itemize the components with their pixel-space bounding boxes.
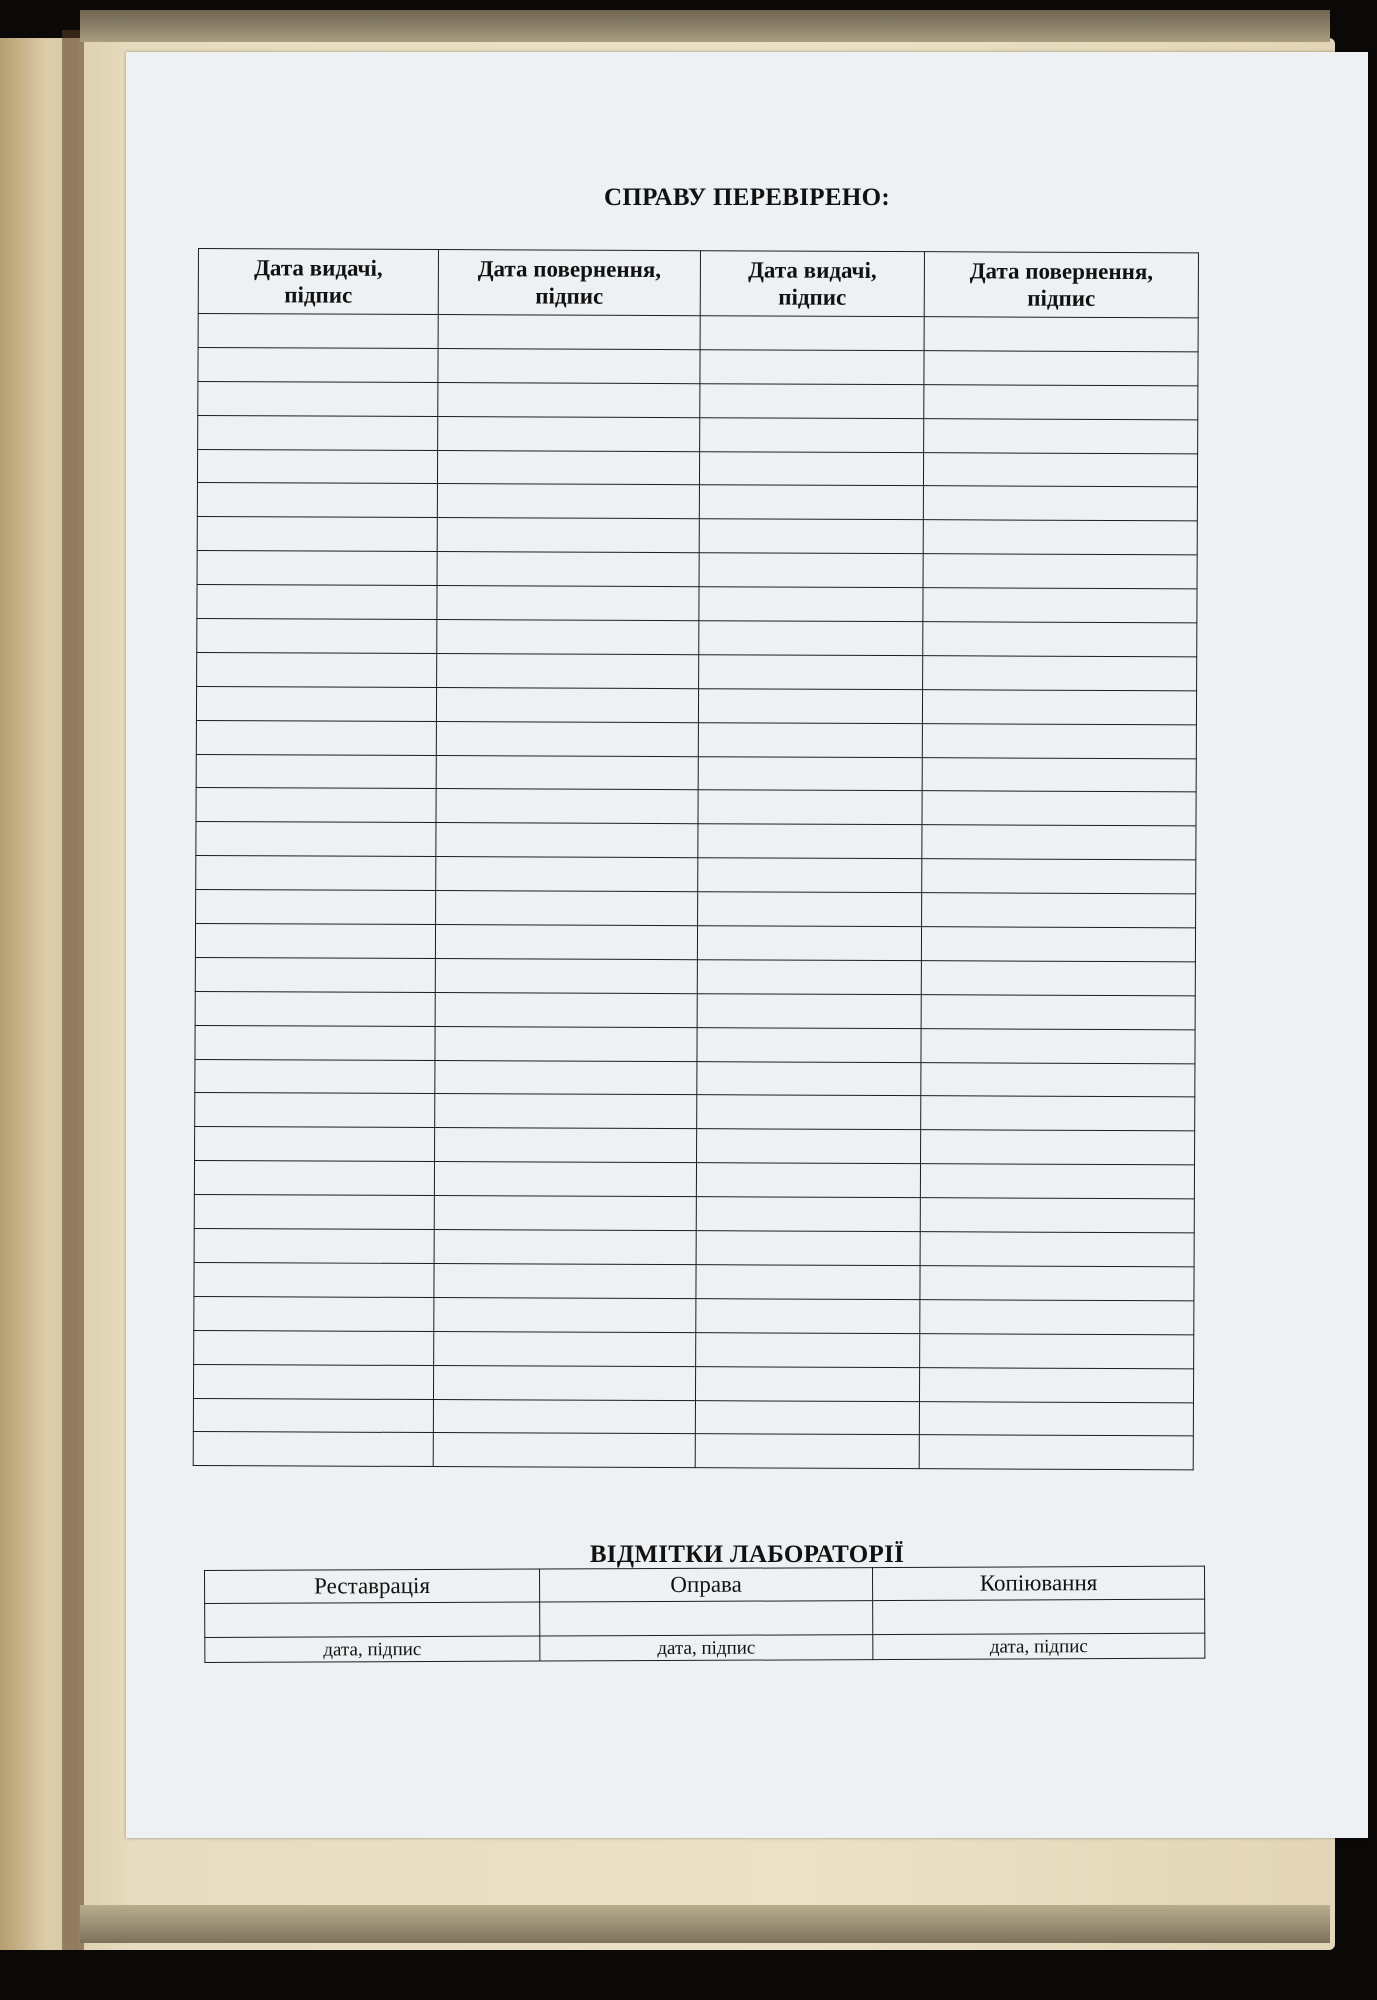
issue-date-2-cell[interactable] [697,960,921,995]
return-date-1-cell[interactable] [435,958,697,993]
lab-entry-row [205,1599,1205,1637]
return-date-1-cell[interactable] [435,992,697,1027]
check-log-row [195,957,1195,995]
return-date-2-cell[interactable] [921,1096,1195,1131]
check-log-row [193,1432,1193,1470]
return-date-1-cell[interactable] [436,721,698,756]
check-log-row [194,1229,1194,1267]
return-date-2-cell[interactable] [920,1333,1194,1368]
return-date-1-cell[interactable] [434,1331,696,1366]
return-date-2-cell[interactable] [921,994,1195,1029]
check-log-row [195,1025,1195,1063]
issue-date-2-cell[interactable] [697,1027,921,1062]
col-return-date-2: Дата повернення, підпис [924,252,1198,318]
issue-date-1-cell[interactable] [194,1195,434,1230]
lab-caption-row [205,1633,1205,1662]
check-log-row [197,619,1197,657]
issue-date-1-cell[interactable] [195,1093,435,1128]
check-log-row [196,686,1196,724]
return-date-2-cell[interactable] [921,1130,1195,1165]
check-log-row [196,754,1196,792]
return-date-1-cell[interactable] [437,450,699,485]
col-return-date-1: Дата повернення, підпис [438,250,700,316]
return-date-1-cell[interactable] [435,1094,697,1129]
check-log-row [194,1296,1194,1334]
issue-date-1-cell[interactable] [196,856,436,891]
return-date-2-cell[interactable] [922,757,1196,792]
issue-date-1-cell[interactable] [194,1229,434,1264]
return-date-1-cell[interactable] [434,1196,696,1231]
check-log-row [196,822,1196,860]
issue-date-1-cell[interactable] [196,754,436,789]
check-log-row [195,1127,1195,1165]
return-date-2-cell[interactable] [924,384,1198,419]
issue-date-1-cell[interactable] [195,1025,435,1060]
lab-header-row [205,1566,1205,1603]
issue-date-2-cell[interactable] [699,519,923,554]
check-log-row [198,381,1198,419]
issue-date-2-cell[interactable] [697,1095,921,1130]
return-date-1-cell[interactable] [435,1026,697,1061]
issue-date-1-cell[interactable] [197,551,437,586]
issue-date-1-cell[interactable] [197,483,437,518]
issue-date-1-cell[interactable] [197,585,437,620]
issue-date-1-cell[interactable] [198,347,438,382]
return-date-2-cell[interactable] [920,1198,1194,1233]
check-log-row [197,652,1197,690]
issue-date-1-cell[interactable] [194,1161,434,1196]
return-date-2-cell[interactable] [924,351,1198,386]
return-date-1-cell[interactable] [434,1162,696,1197]
check-log-row [194,1330,1194,1368]
copying-caption: дата, підпис [873,1633,1205,1659]
return-date-2-cell[interactable] [923,486,1197,521]
return-date-2-cell[interactable] [923,452,1197,487]
check-log-row [197,551,1197,589]
check-log-row [193,1364,1193,1402]
check-log-row [196,856,1196,894]
return-date-1-cell[interactable] [435,925,697,960]
check-log-row [198,347,1198,385]
issue-date-1-cell[interactable] [198,381,438,416]
return-date-2-cell[interactable] [923,622,1197,657]
issue-date-1-cell[interactable] [197,619,437,654]
check-log-row [198,415,1198,453]
issue-date-1-cell[interactable] [196,720,436,755]
return-date-2-cell[interactable] [922,689,1196,724]
return-date-2-cell[interactable] [919,1401,1193,1436]
check-log-row [193,1398,1193,1436]
return-date-2-cell[interactable] [920,1164,1194,1199]
check-log-row [198,314,1198,352]
check-log-row [194,1161,1194,1199]
return-date-2-cell[interactable] [922,723,1196,758]
return-date-1-cell[interactable] [436,755,698,790]
return-date-2-cell[interactable] [922,825,1196,860]
return-date-1-cell[interactable] [437,518,699,553]
col-restoration: Реставрація [205,1569,540,1603]
issue-date-2-cell[interactable] [699,451,923,486]
issue-date-2-cell[interactable] [698,892,922,927]
return-date-1-cell[interactable] [438,348,700,383]
return-date-1-cell[interactable] [438,382,700,417]
check-log-row [196,788,1196,826]
issue-date-2-cell[interactable] [698,790,922,825]
col-binding: Оправа [539,1568,872,1602]
return-date-1-cell[interactable] [437,552,699,587]
check-log-row [197,585,1197,623]
restoration-entry-cell[interactable] [205,1602,540,1637]
check-log-row [196,890,1196,928]
return-date-2-cell[interactable] [920,1266,1194,1301]
return-date-2-cell[interactable] [922,893,1196,928]
issue-date-1-cell[interactable] [195,924,435,959]
lab-marks-table [204,1566,1205,1663]
issue-date-1-cell[interactable] [194,1296,434,1331]
issue-date-1-cell[interactable] [193,1398,433,1433]
return-date-2-cell[interactable] [921,1028,1195,1063]
return-date-1-cell[interactable] [433,1433,695,1468]
binding-caption: дата, підпис [540,1635,873,1661]
return-date-2-cell[interactable] [924,317,1198,352]
return-date-2-cell[interactable] [920,1232,1194,1267]
issue-date-1-cell[interactable] [198,314,438,349]
issue-date-2-cell[interactable] [696,1265,920,1300]
issue-date-1-cell[interactable] [195,1059,435,1094]
issue-date-2-cell[interactable] [697,1129,921,1164]
issue-date-2-cell[interactable] [695,1366,919,1401]
return-date-1-cell[interactable] [435,1060,697,1095]
return-date-2-cell[interactable] [919,1367,1193,1402]
issue-date-1-cell[interactable] [194,1262,434,1297]
return-date-2-cell[interactable] [919,1435,1193,1470]
return-date-1-cell[interactable] [437,620,699,655]
issue-date-2-cell[interactable] [696,1299,920,1334]
check-log-row [197,449,1197,487]
issue-date-1-cell[interactable] [195,991,435,1026]
document-sheet [126,52,1368,1838]
issue-date-2-cell[interactable] [699,587,923,622]
issue-date-1-cell[interactable] [193,1364,433,1399]
folder-spine [62,30,84,1950]
issue-date-2-cell[interactable] [698,688,922,723]
return-date-1-cell[interactable] [437,586,699,621]
binding-entry-cell[interactable] [540,1601,873,1636]
issue-date-2-cell[interactable] [695,1400,919,1435]
check-log-row [195,1059,1195,1097]
return-date-2-cell[interactable] [924,418,1198,453]
folder-bottom-edge [80,1905,1330,1943]
issue-date-1-cell[interactable] [197,517,437,552]
return-date-1-cell[interactable] [437,653,699,688]
return-date-2-cell[interactable] [922,859,1196,894]
return-date-1-cell[interactable] [436,789,698,824]
check-log-row [194,1262,1194,1300]
issue-date-1-cell[interactable] [194,1330,434,1365]
issue-date-1-cell[interactable] [196,686,436,721]
issue-date-1-cell[interactable] [193,1432,433,1467]
issue-date-2-cell[interactable] [698,722,922,757]
return-date-2-cell[interactable] [923,520,1197,555]
issue-date-1-cell[interactable] [197,449,437,484]
col-issue-date-2: Дата видачі, підпис [700,251,924,317]
return-date-1-cell[interactable] [434,1297,696,1332]
return-date-1-cell[interactable] [434,1230,696,1265]
issue-date-1-cell[interactable] [196,822,436,857]
folder-top-edge [80,10,1330,42]
return-date-2-cell[interactable] [920,1299,1194,1334]
return-date-2-cell[interactable] [921,927,1195,962]
check-log-row [197,517,1197,555]
check-log-row [197,483,1197,521]
issue-date-2-cell[interactable] [696,1231,920,1266]
return-date-1-cell[interactable] [437,484,699,519]
return-date-1-cell[interactable] [434,1263,696,1298]
col-issue-date-1: Дата видачі, підпис [198,249,438,315]
check-log-row [195,991,1195,1029]
issue-date-2-cell[interactable] [697,993,921,1028]
return-date-1-cell[interactable] [435,1128,697,1163]
issue-date-2-cell[interactable] [698,756,922,791]
issue-date-2-cell[interactable] [698,858,922,893]
return-date-1-cell[interactable] [433,1399,695,1434]
issue-date-2-cell[interactable] [697,1061,921,1096]
issue-date-1-cell[interactable] [196,890,436,925]
return-date-1-cell[interactable] [436,891,698,926]
issue-date-1-cell[interactable] [197,652,437,687]
issue-date-2-cell[interactable] [700,417,924,452]
return-date-2-cell[interactable] [923,554,1197,589]
issue-date-2-cell[interactable] [698,824,922,859]
issue-date-2-cell[interactable] [699,553,923,588]
return-date-1-cell[interactable] [433,1365,695,1400]
issue-date-1-cell[interactable] [198,415,438,450]
return-date-1-cell[interactable] [436,857,698,892]
lab-section-title: ВІДМІТКИ ЛАБОРАТОРІЇ [589,1541,905,1568]
copying-entry-cell[interactable] [873,1599,1205,1634]
issue-date-2-cell[interactable] [699,485,923,520]
return-date-1-cell[interactable] [438,416,700,451]
return-date-2-cell[interactable] [922,791,1196,826]
check-log-row [194,1195,1194,1233]
return-date-2-cell[interactable] [923,588,1197,623]
issue-date-2-cell[interactable] [696,1197,920,1232]
check-log-row [195,1093,1195,1131]
check-log-table [193,248,1199,1471]
issue-date-2-cell[interactable] [700,383,924,418]
check-section-title: СПРАВУ ПЕРЕВІРЕНО: [604,184,890,211]
return-date-2-cell[interactable] [921,1062,1195,1097]
issue-date-2-cell[interactable] [699,621,923,656]
issue-date-1-cell[interactable] [195,1127,435,1162]
check-log-row [196,720,1196,758]
issue-date-2-cell[interactable] [696,1332,920,1367]
check-log-row [195,924,1195,962]
issue-date-2-cell[interactable] [700,316,924,351]
col-copying: Копіювання [872,1566,1204,1600]
return-date-1-cell[interactable] [438,315,700,350]
return-date-1-cell[interactable] [436,823,698,858]
check-log-header-row [198,249,1198,318]
issue-date-1-cell[interactable] [196,788,436,823]
return-date-2-cell[interactable] [921,961,1195,996]
return-date-2-cell[interactable] [923,656,1197,691]
issue-date-1-cell[interactable] [195,957,435,992]
issue-date-2-cell[interactable] [695,1434,919,1469]
restoration-caption: дата, підпис [205,1636,540,1662]
issue-date-2-cell[interactable] [700,350,924,385]
return-date-1-cell[interactable] [436,687,698,722]
issue-date-2-cell[interactable] [696,1163,920,1198]
issue-date-2-cell[interactable] [697,926,921,961]
issue-date-2-cell[interactable] [699,655,923,690]
